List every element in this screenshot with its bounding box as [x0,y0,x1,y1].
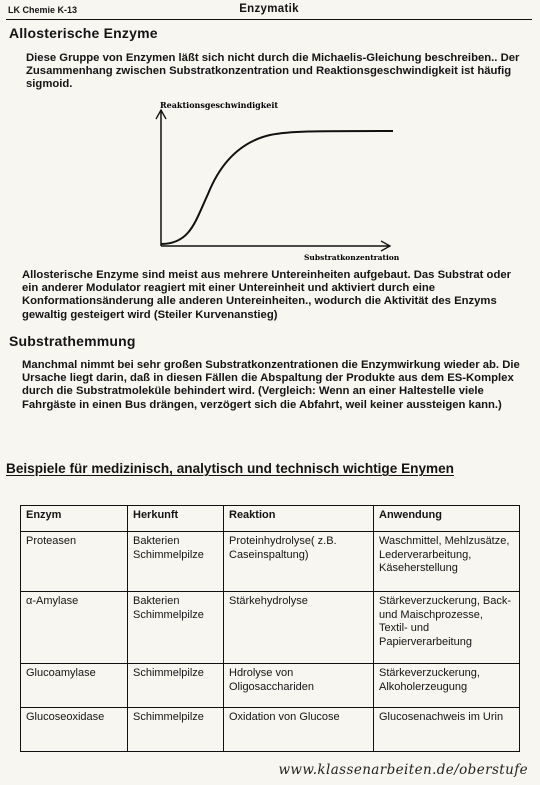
cell-reaktion: Hdrolyse von Oligosacchariden [224,664,374,708]
y-axis-label: Reaktionsgeschwindigkeit [160,102,279,110]
enzyme-table [20,505,520,752]
cell-herkunft: Schimmelpilze [128,664,224,708]
x-axis-label: Substratkonzentration [304,253,400,262]
paragraph-allosterisch-intro: Diese Gruppe von Enzymen läßt sich nicht durch die Michaelis-Gleichung beschreiben.. Der Zusammenhang zwischen Substratkonzentration und Reaktionsgeschwindigkeit ist häufig sigmoid. [26,52,520,91]
page-header [6,3,532,20]
header-reaktion: Reaktion [224,506,374,532]
cell-reaktion: Stärkehydrolyse [224,592,374,664]
page-title: Enzymatik [239,3,299,15]
sigmoid-curve [161,131,393,244]
section-title-beispiele: Beispiele für medizinisch, analytisch und technisch wichtige Enymen [6,461,454,476]
header-anwendung: Anwendung [374,506,520,532]
cell-herkunft: Schimmelpilze [128,708,224,752]
course-label: LK Chemie K-13 [8,5,78,15]
table-row [21,664,520,708]
table-row [21,592,520,664]
cell-herkunft: Bakterien Schimmelpilze [128,532,224,592]
cell-anwendung: Waschmittel, Mehlzusätze, Lederverarbeitung, Käseherstellung [374,532,520,592]
header-herkunft: Herkunft [128,506,224,532]
cell-enzym: Glucoseoxidase [21,708,128,752]
cell-enzym: Proteasen [21,532,128,592]
paragraph-substrathemmung: Manchmal nimmt bei sehr großen Substratkonzentrationen die Enzymwirkung wieder ab. Die Ursache liegt darin, daß in diesen Fällen die Abspaltung der Produkte aus dem ES-Komplex durch die Substratmoleküle behindert wird. (Vergleich: Wenn an einer Haltestelle viele Fahrgäste in einen Bus drängen, verzögert sich die Abfahrt, weil keiner aussteigen kann.) [22,359,520,411]
section-title-substrathemmung: Substrathemmung [9,333,136,349]
cell-herkunft: Bakterien Schimmelpilze [128,592,224,664]
cell-enzym: α-Amylase [21,592,128,664]
paragraph-allosterisch-body: Allosterische Enzyme sind meist aus mehrere Untereinheiten aufgebaut. Das Substrat oder ein anderer Modulator reagiert mit einer Untereinheit und aktiviert durch eine Konformationsänderung alle anderen Untereinheiten., wodurch die Aktivität des Enzyms gewaltig gesteigert wird (Steiler Kurvenanstieg) [22,269,512,321]
sigmoid-chart [150,102,400,264]
cell-enzym: Glucoamylase [21,664,128,708]
source-url: www.klassenarbeiten.de/oberstufe [278,762,528,778]
table-header-row [21,506,520,532]
section-title-allosterisch: Allosterische Enzyme [9,25,158,41]
table-row [21,708,520,752]
header-enzym: Enzym [21,506,128,532]
cell-reaktion: Oxidation von Glucose [224,708,374,752]
cell-anwendung: Stärkeverzuckerung, Back- und Maischprozesse, Textil- und Papierverarbeitung [374,592,520,664]
table-row [21,532,520,592]
cell-anwendung: Stärkeverzuckerung, Alkoholerzeugung [374,664,520,708]
cell-anwendung: Glucosenachweis im Urin [374,708,520,752]
cell-reaktion: Proteinhydrolyse( z.B. Caseinspaltung) [224,532,374,592]
